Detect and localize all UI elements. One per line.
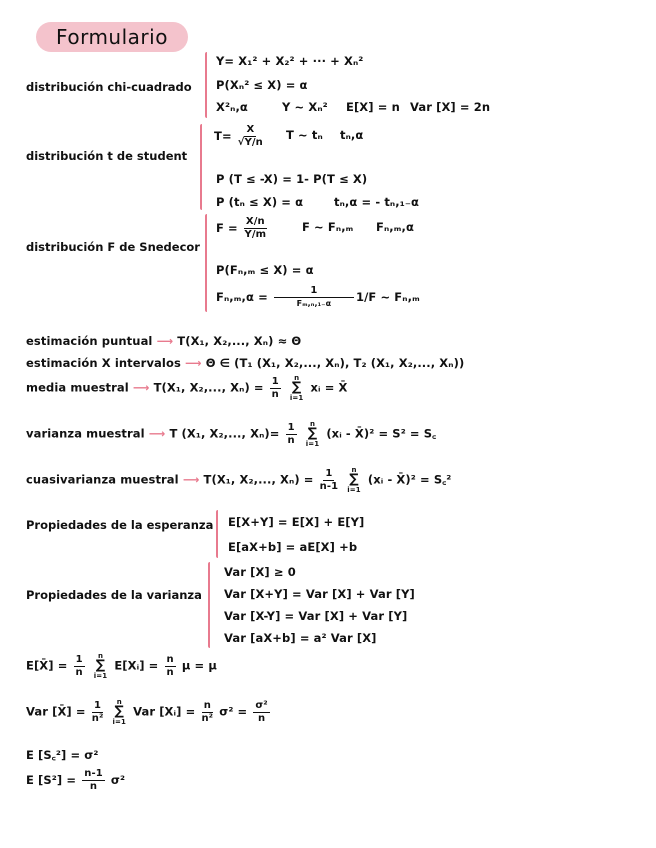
frac-num: 1 <box>325 467 333 479</box>
cuasi-fraction <box>320 468 339 493</box>
var-label: varianza muestral <box>26 426 145 441</box>
esperanza-brace <box>216 510 218 558</box>
e3-lhs: E [S²] = <box>26 773 77 787</box>
sum-symbol <box>94 652 107 680</box>
t-quantile: tₙ,α <box>340 128 364 142</box>
t-label: distribución t de student <box>26 149 188 163</box>
sum-top: n <box>351 466 357 474</box>
sum-symbol <box>347 466 360 494</box>
esperanza-prop-1: E[X+Y] = E[X] + E[Y] <box>228 515 365 529</box>
frac-num: 1 <box>271 375 279 387</box>
frac-den: n <box>257 712 266 724</box>
frac-den: n-1 <box>319 480 339 492</box>
sum-top: n <box>294 374 300 382</box>
estimacion-puntual <box>26 334 301 348</box>
sum-bottom: i=1 <box>93 672 108 680</box>
e1-rhs: μ = μ <box>181 658 217 673</box>
arrow-icon: ⟶ <box>128 380 154 395</box>
frac-num: σ² <box>255 699 268 711</box>
esperanza-prop-2: E[aX+b] = aE[X] +b <box>228 540 358 554</box>
frac-den: n <box>271 388 279 400</box>
varianza-brace <box>208 562 210 648</box>
expectation-sc2: E [S꜀²] = σ² <box>26 748 99 762</box>
chi-formula-sum: Y= X₁² + X₂² + ··· + Xₙ² <box>216 54 364 68</box>
f-quantile: Fₙ,ₘ,α <box>376 220 414 234</box>
f-recip-fraction <box>274 285 354 310</box>
varianza-prop-2: Var [X+Y] = Var [X] + Var [Y] <box>224 587 415 601</box>
frac-den: n <box>89 781 98 792</box>
intervalos-expr: Θ ∈ (T₁ (X₁, X₂,..., Xₙ), T₂ (X₁, X₂,..., Xₙ)) <box>205 356 465 370</box>
var-rhs: (xᵢ - X̄)² = S² = S꜀ <box>326 426 437 441</box>
frac-den: n <box>75 666 83 678</box>
sum-bottom: i=1 <box>112 718 126 726</box>
chi-dist: Y ~ Xₙ² <box>282 100 328 114</box>
chi-brace <box>205 52 207 118</box>
arrow-icon: ⟶ <box>180 356 206 370</box>
var-lhs: T (X₁, X₂,..., Xₙ)= <box>169 426 280 441</box>
frac-num: n <box>203 699 211 711</box>
chi-formula-prob: P(Xₙ² ≤ X) = α <box>216 78 308 92</box>
estimacion-intervalos <box>26 356 464 370</box>
v1-sigma: σ² = <box>219 704 248 719</box>
sum-bottom: i=1 <box>289 394 304 402</box>
t-def-lhs: T= <box>214 129 232 143</box>
media-lhs: T(X₁, X₂,..., Xₙ) = <box>153 380 264 395</box>
sum-symbol <box>306 420 319 448</box>
varianza-label: Propiedades de la varianza <box>26 588 202 602</box>
e1-fraction-2 <box>165 654 176 679</box>
f-brace <box>205 214 207 312</box>
chi-var: Var [X] = 2n <box>410 100 491 114</box>
cuasi-lhs: T(X₁, X₂,..., Xₙ) = <box>203 472 314 487</box>
media-fraction <box>270 376 281 401</box>
chi-mean: E[X] = n <box>346 100 400 114</box>
expectation-sample-mean <box>26 652 217 680</box>
media-rhs: xᵢ = X̄ <box>310 380 348 395</box>
e1-fraction <box>74 654 85 679</box>
f-def-fraction <box>244 216 267 241</box>
v1-fraction <box>92 700 104 725</box>
media-muestral <box>26 374 348 402</box>
varianza-prop-1: Var [X] ≥ 0 <box>224 565 296 579</box>
f-def-den: Y/m <box>244 229 267 240</box>
sigma-icon: ∑ <box>349 472 359 487</box>
variance-sample-mean <box>26 698 272 726</box>
cuasivarianza-muestral <box>26 466 451 494</box>
sum-top: n <box>309 420 316 428</box>
t-formula-def <box>214 124 265 149</box>
sum-symbol <box>113 698 126 726</box>
f-reciprocal <box>216 285 356 310</box>
f-dist: F ~ Fₙ,ₘ <box>302 220 354 234</box>
expectation-s2 <box>26 768 125 793</box>
v1-lhs: Var [X̄] = <box>26 704 86 719</box>
arrow-icon: ⟶ <box>152 334 178 348</box>
sum-bottom: i=1 <box>305 440 320 448</box>
t-def-num: X <box>246 124 255 135</box>
arrow-icon: ⟶ <box>178 472 204 487</box>
t-def-fraction <box>238 124 263 149</box>
e1-lhs: E[X̄] = <box>26 658 68 673</box>
t-dist: T ~ tₙ <box>286 128 323 142</box>
title-banner <box>36 22 188 52</box>
f-def-num: X/n <box>245 216 265 227</box>
page-title: Formulario <box>56 25 168 49</box>
f-formula-def <box>216 216 269 241</box>
var-fraction <box>286 422 297 447</box>
f-inverse: 1/F ~ Fₙ,ₘ <box>356 290 420 304</box>
cuasi-label: cuasivarianza muestral <box>26 472 179 487</box>
frac-den: n² <box>201 712 214 724</box>
e3-fraction <box>82 768 105 793</box>
frac-den: n² <box>91 712 104 724</box>
cuasi-rhs: (xᵢ - X̄)² = S꜀² <box>367 472 452 487</box>
varianza-muestral <box>26 420 436 448</box>
t-quantile-rel: tₙ,α = - tₙ,₁₋α <box>334 195 420 209</box>
f-recip-num: 1 <box>274 285 354 298</box>
f-recip-den: Fₘ,ₙ,₁₋α <box>296 299 332 308</box>
sum-top: n <box>116 698 122 706</box>
frac-num: 1 <box>287 421 295 433</box>
v1-mid: Var [Xᵢ] = <box>133 704 196 719</box>
frac-num: 1 <box>94 699 102 711</box>
frac-den: n <box>166 666 174 678</box>
arrow-icon: ⟶ <box>144 426 170 441</box>
puntual-label: estimación puntual <box>26 334 153 348</box>
puntual-expr: T(X₁, X₂,..., Xₙ) ≈ Θ <box>177 334 302 348</box>
sigma-icon: ∑ <box>291 380 302 395</box>
esperanza-label: Propiedades de la esperanza <box>26 518 214 532</box>
t-brace <box>200 124 202 210</box>
v1-fraction-3 <box>253 700 269 725</box>
chi-quantile: X²ₙ,α <box>216 100 248 114</box>
t-def-den: √Y/n <box>237 137 263 148</box>
sigma-icon: ∑ <box>307 426 318 441</box>
sum-symbol <box>290 374 303 402</box>
intervalos-label: estimación X intervalos <box>26 356 181 370</box>
frac-num: n <box>166 653 174 665</box>
t-prob: P (tₙ ≤ X) = α <box>216 195 304 209</box>
frac-den: n <box>287 434 295 446</box>
e1-mid: E[Xᵢ] = <box>114 658 159 673</box>
f-def-lhs: F = <box>216 221 238 235</box>
f-prob: P(Fₙ,ₘ ≤ X) = α <box>216 263 314 277</box>
varianza-prop-4: Var [aX+b] = a² Var [X] <box>224 631 377 645</box>
varianza-prop-3: Var [X-Y] = Var [X] + Var [Y] <box>224 609 408 623</box>
sigma-icon: ∑ <box>114 704 124 719</box>
v1-fraction-2 <box>201 700 213 725</box>
frac-num: 1 <box>75 653 83 665</box>
media-label: media muestral <box>26 380 129 395</box>
t-symmetry: P (T ≤ -X) = 1- P(T ≤ X) <box>216 172 368 186</box>
frac-num: n-1 <box>84 768 103 779</box>
sum-top: n <box>97 652 104 660</box>
f-label: distribución F de Snedecor <box>26 240 200 254</box>
sum-bottom: i=1 <box>347 486 361 494</box>
chi-label: distribución chi-cuadrado <box>26 80 192 94</box>
f-recip-lhs: Fₙ,ₘ,α = <box>216 290 268 304</box>
e3-rhs: σ² <box>110 773 126 787</box>
sigma-icon: ∑ <box>95 658 106 673</box>
